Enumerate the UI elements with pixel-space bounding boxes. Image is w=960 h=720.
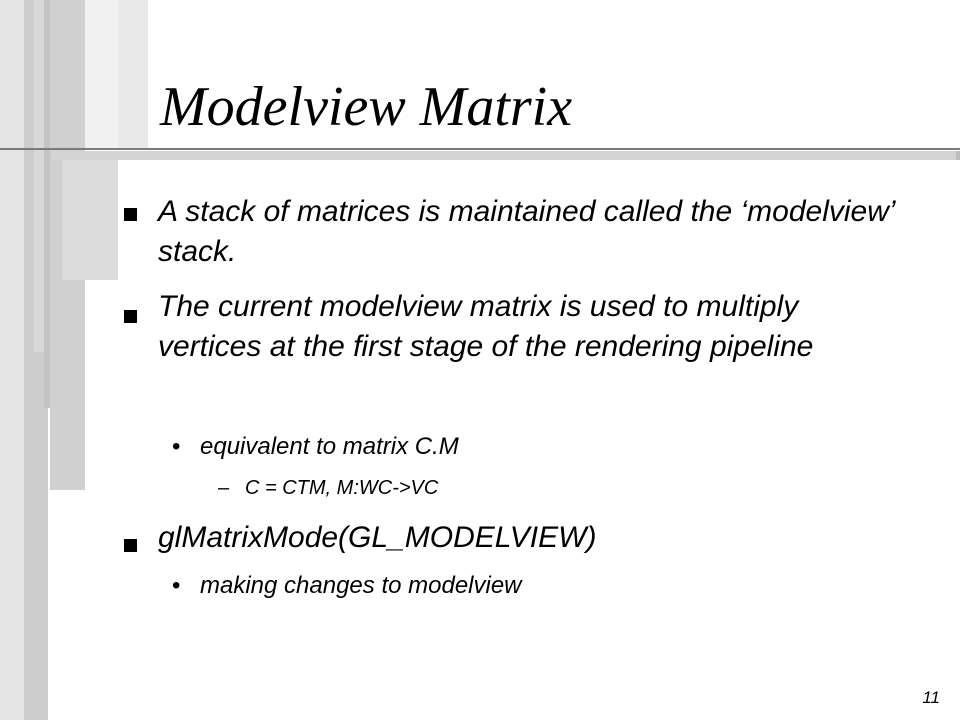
list-item: equivalent to matrix C.M — [200, 433, 459, 460]
square-bullet-icon — [124, 539, 137, 552]
page-number: 11 — [922, 688, 940, 707]
list-item: The current modelview matrix is used to multiply vertices at the first stage of the rendering pipeline — [158, 290, 814, 363]
square-bullet-icon — [124, 310, 137, 323]
dash-bullet-icon: – — [218, 477, 230, 499]
slide-title: Modelview Matrix — [160, 76, 573, 138]
dot-bullet-icon: • — [172, 572, 181, 599]
square-bullet-icon — [124, 208, 137, 221]
list-item: glMatrixMode(GL_MODELVIEW) — [158, 521, 597, 554]
dot-bullet-icon: • — [172, 433, 181, 460]
list-item: making changes to modelview — [200, 572, 522, 599]
list-item: A stack of matrices is maintained called the ‘modelview’ stack. — [158, 195, 894, 268]
list-item: C = CTM, M:WC->VC — [245, 477, 439, 499]
